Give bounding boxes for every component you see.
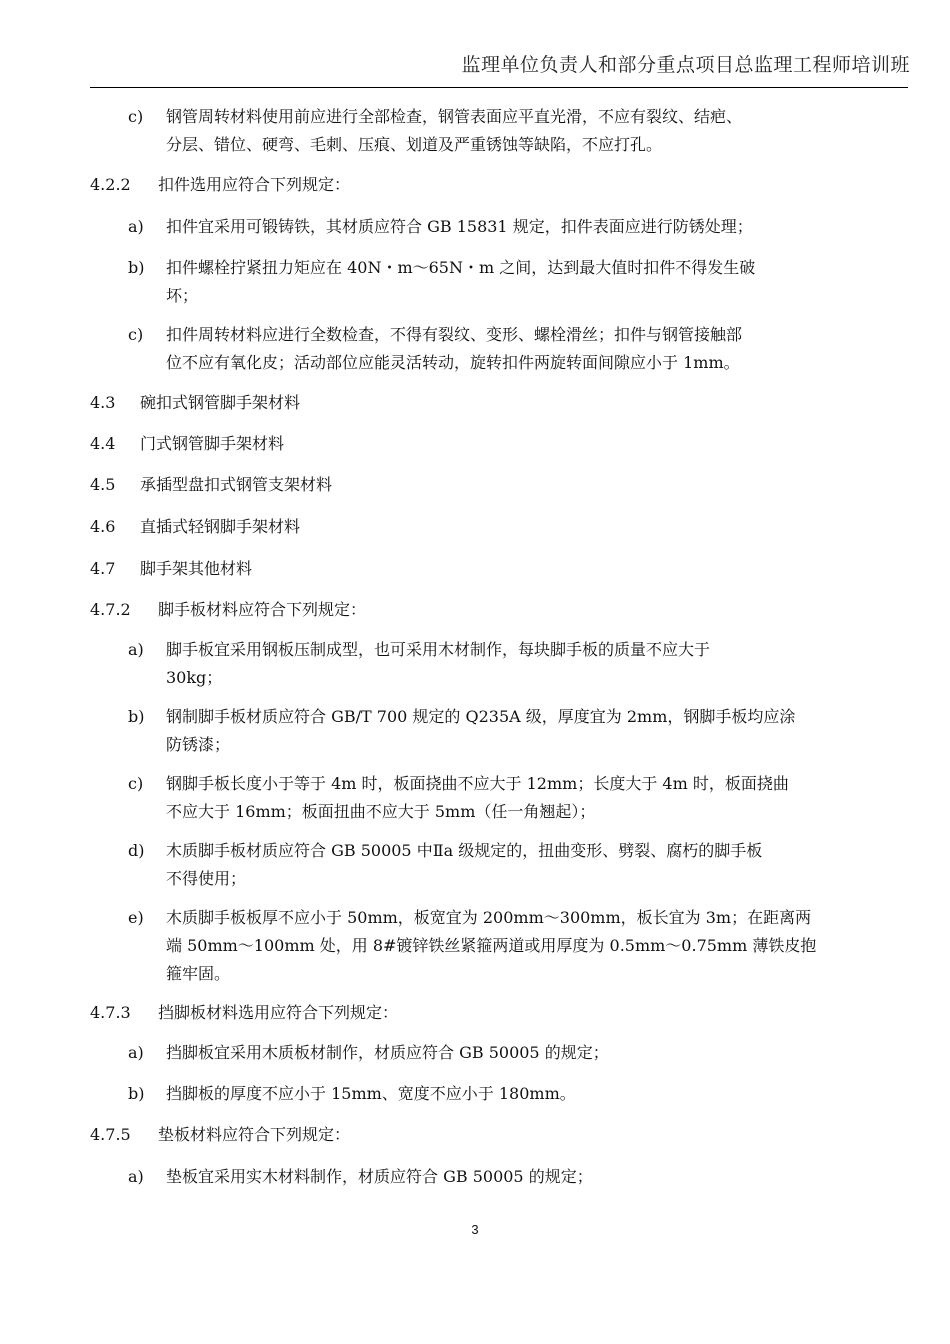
item-line: 垫板宜采用实木材料制作，材质应符合 GB 50005 的规定； [166,1167,593,1186]
section-heading [90,1000,398,1026]
section-number: 4.6 [90,517,116,536]
section-heading [90,172,350,198]
section-title: 承插型盘扣式钢管支架材料 [140,475,333,494]
section-heading [90,597,366,623]
item-label: c) [128,774,144,793]
item-line: 位不应有氧化皮；活动部位应能灵活转动，旋转扣件两旋转面间隙应小于 1mm。 [166,353,740,372]
item-label: c) [128,325,144,344]
section-title: 碗扣式钢管脚手架材料 [140,393,301,412]
item-line: 坏； [166,286,199,305]
item-label: e) [128,908,144,927]
item-line: 木质脚手板板厚不应小于 50mm，板宽宜为 200mm～300mm，板长宜为 3m；在距离两 [166,908,812,927]
running-header: 监理单位负责人和部分重点项目总监理工程师培训班 [461,54,910,76]
section-title: 挡脚板材料选用应符合下列规定： [158,1003,399,1022]
item-line: 挡脚板的厚度不应小于 15mm、宽度不应小于 180mm。 [166,1084,576,1103]
item-label: d) [128,841,145,860]
section-number: 4.2.2 [90,175,131,194]
section-title: 脚手架其他材料 [140,559,253,578]
item-label: a) [128,640,144,659]
item-line: 不应大于 16mm；板面扭曲不应大于 5mm（任一角翘起）； [166,802,596,821]
section-title: 直插式轻钢脚手架材料 [140,517,301,536]
item-label: b) [128,707,145,726]
item-line: 钢制脚手板材质应符合 GB/T 700 规定的 Q235A 级，厚度宜为 2mm，钢脚手板均应涂 [166,707,796,726]
item-line: 分层、错位、硬弯、毛刺、压痕、划道及严重锈蚀等缺陷，不应打孔。 [166,135,663,154]
item-line: 扣件宜采用可锻铸铁，其材质应符合 GB 15831 规定，扣件表面应进行防锈处理； [166,217,753,236]
section-heading [90,431,284,457]
header-divider [90,87,908,88]
section-number: 4.7 [90,559,116,578]
item-line: 防锈漆； [166,735,231,754]
item-line: 箍牢固。 [166,964,231,983]
section-title: 门式钢管脚手架材料 [140,434,285,453]
section-number: 4.7.5 [90,1125,131,1144]
item-label: a) [128,217,144,236]
item-line: 端 50mm～100mm 处，用 8#镀锌铁丝紧箍两道或用厚度为 0.5mm～0.75mm 薄铁皮抱 [166,936,817,955]
item-label: b) [128,258,145,277]
item-label: a) [128,1167,144,1186]
item-label: a) [128,1043,144,1062]
item-label: b) [128,1084,145,1103]
item-line: 钢脚手板长度小于等于 4m 时，板面挠曲不应大于 12mm；长度大于 4m 时，板面挠曲 [166,774,789,793]
item-line: 30kg； [166,668,223,687]
section-heading [90,556,252,582]
section-title: 脚手板材料应符合下列规定： [158,600,367,619]
section-title: 扣件选用应符合下列规定： [158,175,351,194]
section-heading [90,390,300,416]
item-line: 挡脚板宜采用木质板材制作，材质应符合 GB 50005 的规定； [166,1043,609,1062]
section-title: 垫板材料应符合下列规定： [158,1125,351,1144]
item-line: 钢管周转材料使用前应进行全部检查，钢管表面应平直光滑，不应有裂纹、结疤、 [166,107,743,126]
item-label: c) [128,107,144,126]
section-heading [90,1122,350,1148]
item-line: 扣件螺栓拧紧扭力矩应在 40N・m～65N・m 之间，达到最大值时扣件不得发生破 [166,258,756,277]
section-number: 4.7.3 [90,1003,131,1022]
section-heading [90,514,300,540]
section-number: 4.7.2 [90,600,131,619]
item-line: 脚手板宜采用钢板压制成型，也可采用木材制作，每块脚手板的质量不应大于 [166,640,711,659]
section-heading [90,472,332,498]
item-line: 木质脚手板材质应符合 GB 50005 中Ⅱa 级规定的，扭曲变形、劈裂、腐朽的脚手板 [166,841,763,860]
item-line: 扣件周转材料应进行全数检查，不得有裂纹、变形、螺栓滑丝；扣件与钢管接触部 [166,325,743,344]
item-line: 不得使用； [166,869,247,888]
section-number: 4.3 [90,393,116,412]
page-number: 3 [471,1222,479,1237]
section-number: 4.5 [90,475,116,494]
section-number: 4.4 [90,434,116,453]
